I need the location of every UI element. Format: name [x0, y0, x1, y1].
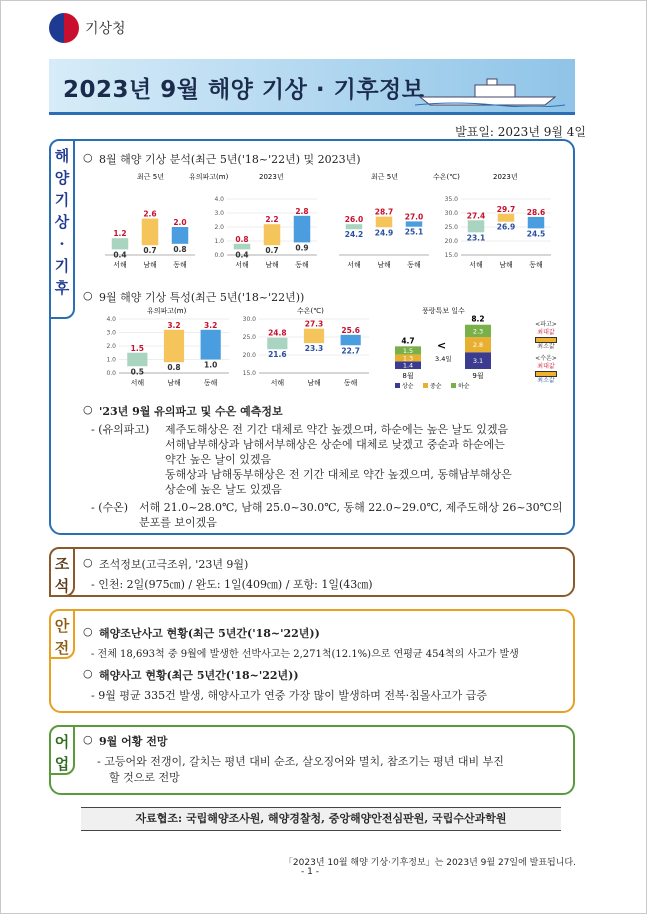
max-label: 1.5 [130, 343, 144, 353]
chart-legend [531, 321, 561, 385]
temp-line: 분포를 보이겠음 [139, 516, 217, 529]
stack-label: 1.3 [402, 354, 414, 363]
max-label: 1.2 [113, 229, 127, 239]
bullet-icon: ○ [83, 625, 93, 638]
min-label: 24.5 [526, 229, 546, 239]
bullet-icon: ○ [83, 403, 93, 416]
min-label: 22.7 [341, 346, 360, 356]
x-tick-label: 동해 [173, 261, 187, 269]
tag-char: 후 [54, 279, 70, 297]
min-label: 25.1 [404, 227, 424, 237]
fishery-tag [49, 725, 75, 775]
max-label: 25.6 [341, 325, 360, 335]
max-label: 27.0 [404, 212, 424, 222]
range-bar [127, 353, 147, 367]
sep-characteristics-heading: 9월 해양 기상 특성(최근 5년('18~'22년)) [99, 291, 305, 304]
range-bar [267, 338, 287, 350]
distress-heading: 해양조난사고 현황(최근 5년간('18~'22년)) [99, 627, 320, 640]
tag-char: 해 [54, 147, 70, 165]
range-bar [164, 330, 184, 362]
min-label: 0.9 [295, 243, 309, 253]
y-tick-label: 25.0 [444, 224, 458, 231]
x-tick-label: 동해 [343, 379, 358, 387]
y-tick-label: 35.0 [444, 196, 458, 203]
chart-title: 유의파고(m) [147, 307, 187, 315]
aug-wave-chart [97, 169, 327, 279]
tag-char: · [59, 235, 65, 253]
x-tick-label: 동해 [529, 261, 543, 269]
max-label: 3.2 [204, 320, 218, 330]
forecast-heading: '23년 9월 유의파고 및 수온 예측정보 [99, 405, 283, 418]
min-label: 0.4 [235, 250, 249, 260]
x-tick-label: 8월 [402, 372, 414, 380]
less-than-sign: < [437, 339, 447, 352]
legend-label: 하순 [458, 383, 470, 390]
legend-max: 최대값 [537, 329, 555, 336]
aug-temp-chart [331, 169, 561, 279]
min-label: 0.7 [265, 246, 279, 256]
tag-char: 석 [54, 577, 70, 595]
bullet-icon: ○ [83, 556, 93, 569]
safety-tag [49, 609, 75, 659]
legend-swatch [451, 383, 456, 388]
y-tick-label: 25.0 [242, 334, 256, 341]
min-label: 24.9 [374, 228, 394, 238]
wave-line: 상순에 높은 날도 있겠음 [165, 483, 282, 496]
max-label: 27.3 [304, 319, 324, 329]
range-bar [201, 330, 221, 360]
chart-title: 수온(℃) [433, 173, 460, 181]
stack-label: 1.4 [402, 361, 414, 370]
wave-line: 약간 높은 날이 있겠음 [165, 453, 272, 466]
ship-icon [415, 77, 565, 107]
x-tick-label: 남해 [167, 379, 181, 387]
storm-days-chart [377, 305, 527, 395]
total-label: 4.7 [401, 336, 415, 346]
min-label: 24.2 [344, 230, 364, 240]
x-tick-label: 서해 [469, 261, 483, 269]
legend-swatch [395, 383, 400, 388]
max-label: 27.4 [466, 211, 486, 221]
title-banner [49, 59, 575, 115]
min-label: 21.6 [268, 350, 287, 360]
tag-char: 조 [54, 555, 70, 573]
bullet-icon: ○ [83, 667, 93, 680]
x-tick-label: 남해 [265, 261, 279, 269]
max-label: 29.7 [496, 204, 516, 214]
range-bar [346, 224, 363, 229]
max-label: 2.8 [295, 206, 309, 216]
next-release-note: 「2023년 10월 해양 기상·기후정보」는 2023년 9월 27일에 발표됩니다. [283, 858, 576, 868]
chart-title: 풍랑특보 일수 [422, 307, 465, 315]
x-tick-label: 남해 [499, 261, 513, 269]
legend-wave-label: <파고> [535, 321, 557, 328]
temp-label: - (수온) [91, 501, 129, 514]
sep-wave-chart [97, 305, 237, 395]
total-label: 8.2 [471, 314, 485, 324]
fishery-line: 할 것으로 전망 [109, 771, 180, 784]
range-bar [112, 238, 129, 249]
wave-line: 동해상과 남해동부해상은 전 기간 대체로 약간 높겠으며, 동해남부해상은 [165, 468, 512, 481]
page-number: - 1 - [301, 867, 319, 877]
tide-tag [49, 547, 75, 597]
range-bar [142, 219, 159, 246]
tide-line: - 인천: 2일(975㎝) / 완도: 1일(409㎝) / 포항: 1일(43㎝) [91, 578, 373, 591]
tag-char: 기 [54, 191, 70, 209]
x-tick-label: 동해 [407, 261, 421, 269]
stack-label: 1.5 [402, 346, 414, 355]
range-bar [294, 216, 311, 243]
y-tick-label: 1.0 [214, 238, 224, 245]
min-label: 23.1 [466, 233, 486, 243]
bullet-icon: ○ [83, 289, 93, 302]
max-label: 26.0 [344, 215, 364, 225]
tag-char: 안 [54, 617, 70, 635]
max-label: 0.8 [235, 234, 249, 244]
legend-min: 최소값 [537, 343, 555, 350]
wave-line: 서해남부해상과 남해서부해상은 상순에 대체로 낮겠고 중순과 하순에는 [165, 438, 505, 451]
legend-min: 최소값 [537, 377, 555, 384]
data-sources: 자료협조: 국립해양조사원, 해양경찰청, 중앙해양안전심판원, 국립수산과학원 [81, 807, 561, 831]
bullet-icon: ○ [83, 733, 93, 746]
range-bar [468, 220, 485, 232]
max-label: 28.7 [374, 207, 394, 217]
max-label: 2.2 [265, 215, 279, 225]
y-tick-label: 20.0 [242, 352, 256, 359]
range-bar [304, 329, 324, 343]
range-bar [528, 217, 545, 228]
sep-temp-chart [237, 305, 377, 395]
min-label: 0.5 [130, 367, 144, 377]
accident-heading: 해양사고 현황(최근 5년간('18~'22년)) [99, 669, 299, 682]
range-bar [234, 244, 251, 250]
max-label: 24.8 [268, 328, 287, 338]
x-tick-label: 남해 [307, 379, 321, 387]
page-title: 2023년 9월 해양 기상 · 기후정보 [63, 77, 425, 103]
max-label: 3.2 [167, 320, 181, 330]
y-tick-label: 1.0 [106, 356, 116, 364]
y-tick-label: 3.0 [106, 329, 116, 337]
x-tick-label: 서해 [235, 261, 249, 269]
min-label: 26.9 [496, 222, 516, 232]
tag-char: 상 [54, 213, 70, 231]
y-tick-label: 15.0 [444, 252, 458, 259]
x-tick-label: 서해 [130, 379, 145, 387]
range-bar [406, 221, 423, 226]
y-tick-label: 0.0 [214, 252, 224, 259]
header-left: 최근 5년 [137, 173, 164, 181]
x-tick-label: 서해 [270, 379, 285, 387]
stack-label: 3.1 [472, 357, 484, 366]
release-date: 발표일: 2023년 9월 4일 [455, 125, 586, 139]
fishery-line: - 고등어와 전갱이, 갈치는 평년 대비 순조, 살오징어와 멸치, 참조기는 평년 대비 부진 [97, 755, 504, 768]
max-label: 2.6 [143, 209, 157, 219]
agency-logo [49, 13, 126, 43]
x-tick-label: 남해 [377, 261, 391, 269]
y-tick-label: 30.0 [444, 210, 458, 217]
y-tick-label: 2.0 [214, 224, 224, 231]
range-bar [376, 217, 393, 228]
wave-line: 제주도해상은 전 기간 대체로 약간 높겠으며, 하순에는 높은 날도 있겠음 [165, 423, 509, 436]
y-tick-label: 2.0 [106, 343, 116, 350]
y-tick-label: 20.0 [444, 238, 458, 245]
tide-heading: 조석정보(고극조위, '23년 9월) [99, 558, 249, 571]
difference-annotation: 3.4일 [435, 355, 452, 363]
legend-label: 중순 [430, 383, 442, 390]
tag-char: 기 [54, 257, 70, 275]
temp-line: 서해 21.0~28.0℃, 남해 25.0~30.0℃, 동해 22.0~29.0℃, 제주도해상 26~30℃의 [139, 501, 563, 514]
tag-char: 어 [54, 733, 70, 751]
header-right: 2023년 [493, 173, 518, 181]
kma-emblem-icon [49, 13, 79, 43]
x-tick-label: 동해 [295, 261, 309, 269]
agency-name: 기상청 [85, 21, 126, 37]
max-label: 28.6 [526, 207, 546, 217]
y-tick-label: 4.0 [106, 316, 116, 323]
x-tick-label: 동해 [203, 379, 218, 387]
y-tick-label: 3.0 [214, 210, 224, 217]
x-tick-label: 남해 [143, 261, 157, 269]
min-label: 0.7 [143, 246, 157, 256]
range-bar [341, 335, 361, 345]
legend-temp-label: <수온> [535, 355, 557, 362]
tag-char: 전 [54, 639, 70, 657]
tag-char: 양 [54, 169, 70, 187]
y-tick-label: 30.0 [242, 316, 256, 323]
range-bar [264, 224, 281, 245]
range-bar [172, 227, 189, 244]
marine-tag [49, 139, 75, 319]
y-tick-label: 15.0 [242, 370, 256, 377]
x-tick-label: 9월 [472, 372, 484, 380]
stack-label: 2.8 [472, 341, 484, 350]
legend-swatch [423, 383, 428, 388]
min-label: 0.8 [173, 244, 187, 254]
y-tick-label: 0.0 [106, 370, 116, 377]
stack-label: 2.3 [472, 327, 484, 336]
bullet-icon: ○ [83, 151, 93, 164]
wave-label: - (유의파고) [91, 423, 150, 436]
range-bar [498, 214, 515, 222]
min-label: 0.4 [113, 250, 127, 260]
min-label: 1.0 [204, 360, 218, 370]
header-right: 2023년 [259, 173, 284, 181]
min-label: 0.8 [167, 363, 181, 373]
tag-char: 업 [54, 755, 70, 773]
legend-label: 상순 [402, 383, 414, 390]
chart-title: 수온(℃) [297, 307, 324, 315]
max-label: 2.0 [173, 218, 187, 227]
x-tick-label: 서해 [347, 261, 361, 269]
y-tick-label: 4.0 [214, 196, 224, 203]
header-left: 최근 5년 [371, 173, 398, 181]
chart-title: 유의파고(m) [189, 173, 229, 181]
fishery-heading: 9월 어황 전망 [99, 735, 168, 748]
accident-line: - 9월 평균 335건 발생, 해양사고가 연중 가장 많이 발생하며 전복·침몰사고가 급증 [91, 689, 487, 702]
legend-max: 최대값 [537, 363, 555, 370]
x-tick-label: 서해 [113, 261, 127, 269]
min-label: 23.3 [304, 344, 324, 354]
distress-line: - 전체 18,693척 중 9월에 발생한 선박사고는 2,271척(12.1%)으로 연평균 454척의 사고가 발생 [91, 649, 519, 660]
aug-analysis-heading: 8월 해양 기상 분석(최근 5년('18~'22년) 및 2023년) [99, 153, 361, 166]
